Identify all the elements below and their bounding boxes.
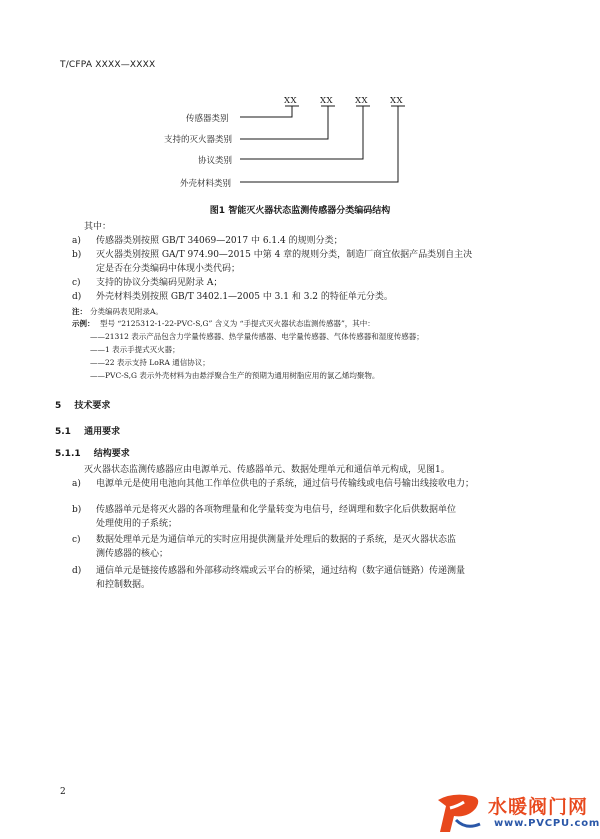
section-title: 结构要求 bbox=[93, 449, 130, 459]
code-mark-2: XX bbox=[320, 96, 334, 106]
list-marker: a) bbox=[72, 236, 81, 246]
explanation-intro: 其中： bbox=[84, 222, 112, 232]
section-number: 5.1 bbox=[55, 427, 71, 437]
figure-caption: 图1 智能灭火器状态监测传感器分类编码结构 bbox=[209, 206, 391, 216]
diagram-connectors bbox=[0, 0, 600, 200]
label-housing-material: 外壳材料类别 bbox=[180, 179, 232, 189]
section-5-1-heading bbox=[55, 424, 120, 437]
note-label: 注： bbox=[72, 307, 87, 316]
section-title: 技术要求 bbox=[74, 401, 111, 411]
list-item-text: 灭火器类别按照 GA/T 974.90—2015 中第 4 章的规则分类，制造厂商宜依据产品类别自主决 bbox=[96, 250, 473, 260]
list-item-text: 处理使用的子系统； bbox=[96, 519, 178, 529]
section-5-heading bbox=[55, 398, 110, 411]
list-item-text: 数据处理单元是为通信单元的实时应用提供测量并处理后的数据的子系统，是灭火器状态监 bbox=[96, 535, 457, 545]
brand-url: www.PVCPU.com bbox=[494, 818, 600, 829]
note-text: 分类编码表见附录A。 bbox=[90, 307, 163, 316]
list-marker: c) bbox=[72, 278, 81, 288]
brand-logo-icon bbox=[432, 790, 486, 836]
section-number: 5 bbox=[55, 401, 62, 411]
section-5-1-1-heading bbox=[55, 446, 130, 459]
list-marker: a) bbox=[72, 479, 81, 489]
brand-name: 水暖阀门网 bbox=[488, 796, 589, 818]
label-protocol-category: 协议类别 bbox=[198, 156, 233, 166]
example-item: ——PVC-S,G 表示外壳材料为由悬浮聚合生产的预期为通用树脂应用的氯乙烯均聚物。 bbox=[90, 371, 380, 380]
list-item-text: 和控制数据。 bbox=[96, 580, 151, 590]
code-mark-1: XX bbox=[284, 96, 298, 106]
example-item: ——22 表示支持 LoRA 通信协议； bbox=[90, 358, 210, 367]
list-item-text: 测传感器的核心； bbox=[96, 549, 169, 559]
label-sensor-category: 传感器类别 bbox=[186, 114, 229, 124]
document-code: T/CFPA XXXX—XXXX bbox=[60, 60, 156, 70]
page-number: 2 bbox=[60, 787, 66, 797]
list-item-text: 传感器类别按照 GB/T 34069—2017 中 6.1.4 的规则分类； bbox=[96, 236, 343, 246]
list-item-text: 通信单元是链接传感器和外部移动终端或云平台的桥梁，通过结构（数字通信链路）传递测量 bbox=[96, 566, 466, 576]
list-marker: b) bbox=[72, 250, 82, 260]
code-mark-4: XX bbox=[390, 96, 404, 106]
list-item-text: 支持的协议分类编码见附录 A； bbox=[96, 278, 223, 288]
list-marker: d) bbox=[72, 566, 82, 576]
list-marker: d) bbox=[72, 292, 82, 302]
watermark-logo bbox=[430, 788, 600, 839]
structure-intro: 灭火器状态监测传感器应由电源单元、传感器单元、数据处理单元和通信单元构成，见图1。 bbox=[84, 465, 450, 475]
example-item: ——1 表示手提式灭火器； bbox=[90, 345, 180, 354]
section-number: 5.1.1 bbox=[55, 449, 81, 459]
list-marker: b) bbox=[72, 505, 82, 515]
example-item: ——21312 表示产品包含力学量传感器、热学量传感器、电学量传感器、气体传感器和湿度传感器； bbox=[90, 332, 424, 341]
list-item-text: 传感器单元是将灭火器的各项物理量和化学量转变为电信号，经调理和数字化后供数据单位 bbox=[96, 505, 457, 515]
list-item-text: 外壳材料类别按照 GB/T 3402.1—2005 中 3.1 和 3.2 的特征单元分类。 bbox=[96, 292, 393, 302]
section-title: 通用要求 bbox=[84, 427, 121, 437]
list-marker: c) bbox=[72, 535, 81, 545]
label-extinguisher-category: 支持的灭火器类别 bbox=[164, 135, 233, 145]
code-mark-3: XX bbox=[355, 96, 369, 106]
list-item-text: 电源单元是使用电池向其他工作单位供电的子系统，通过信号传输线或电信号输出线接收电力； bbox=[96, 479, 475, 489]
list-item-text: 定是否在分类编码中体现小类代码； bbox=[96, 264, 241, 274]
example-text: 型号 “2125312-1-22-PVC-S,G” 含义为 “手提式灭火器状态监测传感器”，其中： bbox=[100, 319, 375, 328]
example-label: 示例： bbox=[72, 319, 95, 328]
